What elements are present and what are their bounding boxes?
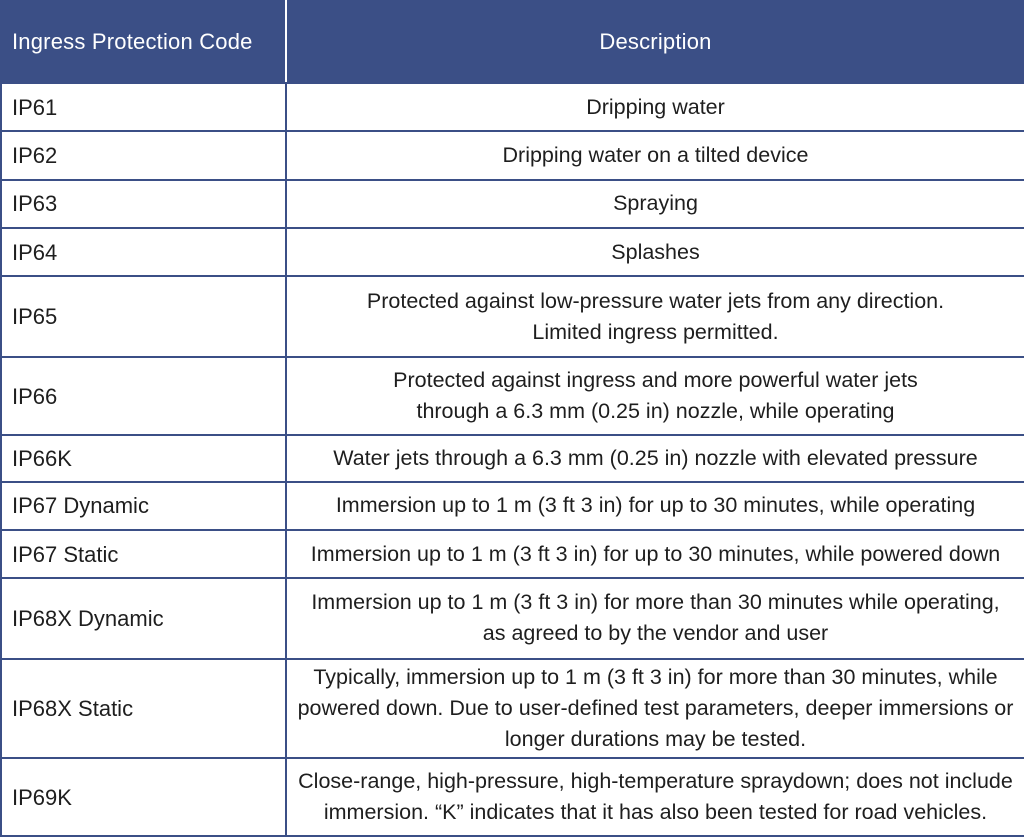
description-line: immersion. “K” indicates that it has also been tested for road vehicles. [323, 800, 988, 825]
ip-code-cell: IP67 Dynamic [1, 482, 286, 530]
ip-code-cell: IP62 [1, 131, 286, 179]
description-cell [286, 482, 1024, 530]
description-line: powered down. Due to user-defined test parameters, deeper immersions or [297, 696, 1014, 721]
description-line: Water jets through a 6.3 mm (0.25 in) nozzle with elevated pressure [333, 445, 978, 470]
description-cell [286, 228, 1024, 276]
ip-code-cell: IP63 [1, 180, 286, 228]
ip-code-cell: IP68X Dynamic [1, 578, 286, 659]
ip-code-cell: IP69K [1, 758, 286, 836]
description-line: Limited ingress permitted. [532, 319, 779, 344]
description-cell [286, 659, 1024, 759]
table-row [1, 228, 1024, 276]
description-cell [286, 131, 1024, 179]
description-line: Typically, immersion up to 1 m (3 ft 3 in) for more than 30 minutes, while [313, 665, 998, 690]
table-row [1, 482, 1024, 530]
ip-code-cell: IP66 [1, 357, 286, 436]
ip-code-cell: IP68X Static [1, 659, 286, 759]
table-row [1, 578, 1024, 659]
ip-code-cell: IP65 [1, 276, 286, 357]
description-line: as agreed to by the vendor and user [482, 621, 829, 646]
table-row [1, 357, 1024, 436]
header-code: Ingress Protection Code [1, 1, 286, 83]
ip-code-cell: IP66K [1, 435, 286, 481]
description-cell [286, 578, 1024, 659]
description-line: Close-range, high-pressure, high-temperature spraydown; does not include [298, 769, 1013, 794]
description-line: Protected against ingress and more powerful water jets [393, 368, 918, 393]
table-body [1, 83, 1024, 836]
description-cell [286, 435, 1024, 481]
description-cell [286, 276, 1024, 357]
table-row [1, 758, 1024, 836]
description-cell [286, 530, 1024, 578]
description-line: Spraying [613, 191, 698, 216]
description-line: Immersion up to 1 m (3 ft 3 in) for more than 30 minutes while operating, [311, 590, 1000, 615]
description-line: Immersion up to 1 m (3 ft 3 in) for up to 30 minutes, while powered down [310, 541, 1001, 566]
table-row [1, 435, 1024, 481]
table-row [1, 659, 1024, 759]
description-cell [286, 357, 1024, 436]
header-description: Description [286, 1, 1024, 83]
table-row [1, 83, 1024, 131]
description-line: Dripping water [586, 94, 725, 119]
header-row [1, 1, 1024, 83]
description-line: Immersion up to 1 m (3 ft 3 in) for up to 30 minutes, while operating [335, 493, 976, 518]
ip-code-cell: IP61 [1, 83, 286, 131]
table-header [1, 1, 1024, 83]
description-cell [286, 83, 1024, 131]
table-row [1, 276, 1024, 357]
table-row [1, 180, 1024, 228]
ip-code-cell: IP64 [1, 228, 286, 276]
description-line: through a 6.3 mm (0.25 in) nozzle, while operating [416, 399, 895, 424]
ip-code-cell: IP67 Static [1, 530, 286, 578]
description-cell [286, 758, 1024, 836]
description-cell [286, 180, 1024, 228]
table-row [1, 131, 1024, 179]
description-line: longer durations may be tested. [504, 727, 807, 752]
description-line: Dripping water on a tilted device [502, 142, 809, 167]
table-row [1, 530, 1024, 578]
description-line: Splashes [611, 239, 700, 264]
description-line: Protected against low-pressure water jets from any direction. [366, 288, 945, 313]
